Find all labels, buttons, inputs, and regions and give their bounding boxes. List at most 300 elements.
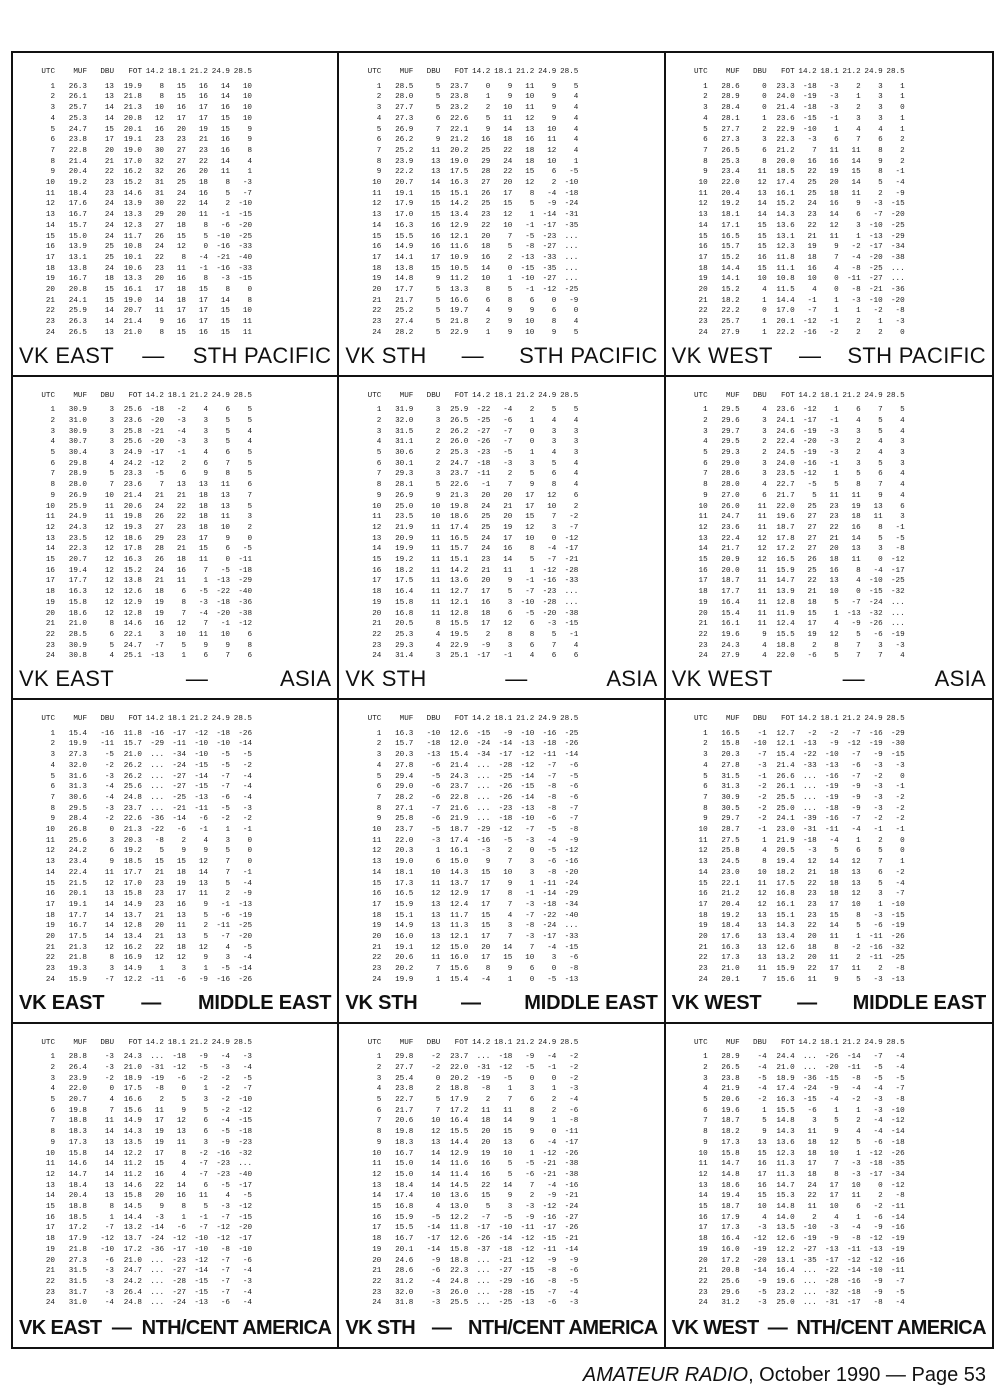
table-cell: 3 [762,136,767,145]
table-cell: -4 [873,1128,883,1137]
table-row [359,1095,578,1106]
table-cell: -16 [564,858,579,867]
table-cell: -7 [198,1224,208,1233]
table-cell: 20.2 [450,1074,469,1083]
table-cell: 21.8 [68,1245,87,1254]
table-cell: 2 [203,922,208,931]
table-cell: ... [802,772,817,781]
table-cell: 5 [485,114,491,123]
table-cell: -12 [542,286,557,295]
table-cell: 0 [203,243,208,252]
table-cell: -21 [564,1235,579,1244]
table-cell: 3 [376,104,382,113]
table-cell: 3 [50,104,55,113]
column-header: 24.9 [538,715,557,723]
table-cell: 14 [104,933,114,942]
table-cell: 3 [856,221,861,230]
table-cell: -12 [846,1256,861,1265]
table-cell: 14 [829,211,839,220]
table-row [686,879,905,890]
table-cell: 6 [203,459,208,468]
table-cell: 15.8 [68,1149,87,1158]
table-cell: -14 [238,965,252,974]
prediction-table-wrap [359,714,649,986]
table-cell: -12 [216,1235,230,1244]
table-cell: -19 [802,93,817,102]
table-cell: -3 [829,438,839,447]
table-cell: 19.9 [395,545,414,554]
table-cell: 19 [154,1138,164,1147]
table-cell: 12 [698,200,708,209]
table-cell: -2 [242,815,252,824]
table-cell: 23.7 [123,804,142,813]
table-cell: 23.8 [721,1074,740,1083]
table-cell: 26.1 [776,783,795,792]
table-cell: 19 [45,1245,55,1254]
table-cell: ... [564,922,579,931]
table-cell: 6 [203,1128,208,1137]
table-cell: 21.8 [450,318,469,327]
table-cell: 5 [762,1117,767,1126]
table-cell: 15 [154,858,164,867]
table-cell: -25 [238,232,252,241]
table-cell: -20 [542,609,557,618]
table-cell: -10 [100,1245,114,1254]
table-cell: 11 [431,566,441,575]
table-cell: -5 [569,168,579,177]
table-cell: -24 [150,1235,164,1244]
table-cell: 6 [529,1096,535,1105]
table-cell: 18.7 [721,577,740,586]
table-row [359,103,578,114]
table-row [686,512,905,523]
table-cell: 13.8 [68,264,87,273]
table-cell: 8 [159,93,164,102]
table-cell: 3 [878,82,883,91]
table-cell: 4 [203,449,208,458]
table-cell: 5 [225,416,230,425]
table-row [686,459,905,470]
table-cell: 12.2 [123,1149,142,1158]
table-row [686,619,905,630]
table-cell: 21.4 [776,761,795,770]
table-cell: 16 [372,566,382,575]
table-row [359,975,578,986]
table-row [33,1202,252,1213]
table-cell: -1 [525,890,535,899]
table-cell: 8 [878,146,883,155]
table-cell: 14.6 [123,1181,142,1190]
table-cell: ... [802,1277,817,1286]
prediction-table [33,391,252,663]
table-cell: 23 [154,264,164,273]
table-cell: 11 [104,513,114,522]
table-cell: 12 [104,566,114,575]
table-row [359,609,578,620]
table-cell: 27.7 [395,104,414,113]
table-cell: 13.1 [776,1256,795,1265]
table-row [33,135,252,146]
table-cell: 9 [109,858,114,867]
table-cell: 19 [851,502,861,511]
table-cell: 5 [703,772,708,781]
table-cell: -6 [873,922,883,931]
table-cell: -2 [829,729,839,738]
table-cell: 6 [529,296,535,305]
table-cell: -5 [431,826,441,835]
table-cell: 21 [807,588,817,597]
table-cell: 0 [551,965,557,974]
table-cell: 17.0 [123,157,142,166]
table-cell: 10 [242,82,252,91]
table-cell: -19 [752,1245,767,1254]
table-cell: 16.0 [450,954,469,963]
column-header: DBU [100,68,114,76]
table-row [359,232,578,243]
table-cell: 4 [109,1096,114,1105]
table-cell: 12 [851,890,861,899]
table-cell: 14 [503,556,513,565]
table-cell: 3 [203,416,208,425]
table-cell: 0 [878,556,883,565]
table-cell: 15 [176,82,186,91]
table-cell: 5 [435,296,441,305]
table-cell: -15 [238,1117,252,1126]
table-cell: -31 [476,1063,491,1072]
table-row [359,306,578,317]
table-cell: 27 [154,523,164,532]
table-cell: 20.3 [395,751,414,760]
table-row [33,857,252,868]
table-cell: 3 [507,641,513,650]
title-dash: — [798,342,822,368]
table-cell: 24.1 [68,296,87,305]
table-cell: 11 [851,556,861,565]
table-cell: 25.7 [68,104,87,113]
table-cell: 14.3 [123,1128,142,1137]
table-cell: 18.2 [395,566,414,575]
table-cell: 17 [829,900,839,909]
table-cell: 16 [176,900,186,909]
table-cell: 23 [481,211,491,220]
table-cell: 29 [481,157,491,166]
table-cell: -12 [150,459,164,468]
table-header-row [686,714,905,729]
table-cell: 12 [525,179,535,188]
prediction-table-wrap [359,67,649,339]
table-cell: 22.1 [123,630,142,639]
table-cell: 5 [507,243,513,252]
table-cell: 11 [242,318,252,327]
table-cell: -19 [890,922,905,931]
table-cell: -4 [503,406,513,415]
table-cell: 8 [703,1128,708,1137]
table-cell: 9 [376,1138,382,1147]
table-cell: -3 [873,911,883,920]
table-cell: 1 [856,1213,861,1222]
table-cell: 8 [159,328,164,337]
table-cell: 15 [220,307,230,316]
table-cell: 16 [372,890,382,899]
table-cell: -9 [873,751,883,760]
table-cell: 18 [45,1235,55,1244]
table-cell: -4 [851,1224,861,1233]
table-cell: 29.7 [721,427,740,436]
table-cell: -5 [895,1074,905,1083]
table-cell: 4 [856,577,861,586]
table-cell: -1 [220,900,230,909]
table-cell: 2 [435,459,441,468]
table-cell: 14 [372,868,382,877]
table-cell: 3 [225,954,230,963]
table-cell: 1 [856,307,861,316]
table-cell: 4 [50,114,55,123]
table-cell: -3 [547,620,557,629]
table-cell: 9 [834,975,839,984]
table-cell: 18.7 [776,523,795,532]
table-cell: 20 [45,933,55,942]
table-cell: 20 [807,954,817,963]
table-row [359,480,578,491]
table-cell: 20 [372,933,382,942]
table-cell: 19 [698,598,708,607]
table-cell: -3 [895,641,905,650]
table-cell: -5 [547,826,557,835]
table-cell: -19 [890,1235,905,1244]
table-cell: 2 [900,157,905,166]
table-row [686,317,905,328]
table-cell: ... [150,1256,164,1265]
column-header: MUF [725,68,740,76]
table-cell: 8 [529,1106,535,1115]
table-cell: 19.0 [123,146,142,155]
table-cell: 26 [154,513,164,522]
table-cell: 13 [851,545,861,554]
table-cell: 27.9 [721,652,740,661]
table-cell: -7 [104,1224,114,1233]
table-cell: 21.3 [450,491,469,500]
table-cell: 24 [698,328,708,337]
table-cell: 2 [50,1063,55,1072]
table-cell: 9 [181,847,186,856]
table-cell: 15 [176,328,186,337]
table-cell: 28.6 [395,1267,414,1276]
table-cell: -1 [242,826,252,835]
table-cell: -10 [824,751,839,760]
table-cell: 25 [481,523,491,532]
table-cell: 22.1 [721,879,740,888]
table-cell: 5 [203,1203,208,1212]
table-cell: 11 [45,513,55,522]
table-cell: 10 [698,1149,708,1158]
table-cell: 9 [247,136,252,145]
table-row [33,609,252,620]
table-cell: -16 [802,328,817,337]
table-cell: 26.0 [721,502,740,511]
table-row [33,911,252,922]
table-cell: -15 [238,211,252,220]
table-cell: 25.2 [395,146,414,155]
table-cell: 4 [435,630,441,639]
table-cell: 15 [481,1192,491,1201]
table-cell: -3 [220,275,230,284]
table-cell: 29 [154,211,164,220]
table-cell: -2 [873,1203,883,1212]
table-cell: 0 [551,534,557,543]
table-cell: 16 [481,253,491,262]
table-cell: 21.0 [123,1063,142,1072]
table-row [686,641,905,652]
table-cell: 14 [431,1170,441,1179]
table-cell: -20 [752,1256,767,1265]
table-cell: -4 [242,1267,252,1276]
table-cell: 1 [878,900,883,909]
table-cell: 10 [242,114,252,123]
table-cell: -8 [851,286,861,295]
table-cell: 1 [435,975,441,984]
prediction-table-wrap [686,67,978,339]
table-cell: 8 [507,630,513,639]
table-cell: 17.0 [776,307,795,316]
table-row [33,405,252,416]
table-cell: 1 [225,826,230,835]
table-cell: -25 [498,1299,513,1308]
table-cell: 5 [900,406,905,415]
table-cell: 4 [376,438,382,447]
table-cell: -9 [481,641,491,650]
table-cell: 18.4 [395,1181,414,1190]
table-cell: 12 [757,545,767,554]
table-cell: -29 [150,740,164,749]
table-cell: 24 [104,221,114,230]
table-cell: -28 [498,1288,513,1297]
table-cell: 14 [154,296,164,305]
table-cell: -35 [802,1256,817,1265]
table-cell: 27.1 [395,804,414,813]
table-cell: 21.7 [395,1106,414,1115]
table-cell: 11 [431,534,441,543]
table-cell: -8 [481,1085,491,1094]
table-row [686,1106,905,1117]
table-cell: -12 [194,1256,208,1265]
table-cell: 26.5 [721,1063,740,1072]
table-cell: 8 [856,911,861,920]
table-cell: 21 [698,296,708,305]
table-cell: 5 [856,975,861,984]
table-cell: 17.9 [395,200,414,209]
table-cell: 20 [45,609,55,618]
table-cell: 5 [703,1096,708,1105]
table-cell: -3 [829,427,839,436]
table-cell: ... [564,264,579,273]
title-region: NTH/CENT AMERICA [141,1317,332,1339]
table-cell: 25.8 [721,847,740,856]
title-region: ASIA [606,666,658,691]
table-cell: -6 [569,1106,579,1115]
column-header: MUF [725,1038,740,1047]
column-header: UTC [367,68,382,76]
table-cell: -4 [242,772,252,781]
table-cell: 2 [507,847,513,856]
table-cell: 0 [834,275,839,284]
table-cell: 6 [247,481,252,490]
table-cell: 12 [104,588,114,597]
table-cell: 6 [529,965,535,974]
table-cell: 26.5 [68,328,87,337]
table-cell: 10 [503,104,513,113]
table-cell: 11 [851,146,861,155]
table-row [359,199,578,210]
table-cell: 15.8 [123,1192,142,1201]
table-cell: -5 [220,1128,230,1137]
table-cell: 15 [176,93,186,102]
table-cell: 3 [435,470,441,479]
table-cell: 25.0 [776,804,795,813]
column-header: UTC [41,68,55,76]
table-cell: 13.6 [776,1138,795,1147]
table-cell: 16 [45,1213,55,1222]
table-cell: 20.1 [395,1245,414,1254]
table-cell: 18 [176,868,186,877]
table-cell: 13 [104,82,114,91]
table-cell: 18 [829,890,839,899]
table-cell: 15 [503,200,513,209]
table-cell: ... [150,1288,164,1297]
table-cell: 31.0 [68,1299,87,1308]
table-row [33,1116,252,1127]
table-cell: 3 [529,858,535,867]
table-cell: -6 [220,1299,230,1308]
table-cell: 2 [507,470,513,479]
table-row [686,103,905,114]
table-cell: -17 [564,545,579,554]
table-cell: 11 [242,328,252,337]
table-row [686,146,905,157]
table-cell: -21 [564,556,579,565]
table-cell: 21.9 [721,1085,740,1094]
table-cell: -31 [150,1063,164,1072]
table-cell: -10 [194,1235,208,1244]
table-cell: -8 [547,783,557,792]
table-cell: 7 [50,1117,55,1126]
table-cell: 20 [829,179,839,188]
table-cell: 14.4 [721,264,740,273]
table-cell: 18.6 [123,534,142,543]
table-cell: 15.7 [450,545,469,554]
table-cell: -3 [525,1203,535,1212]
table-cell: -10 [238,200,252,209]
table-cell: 22.6 [123,815,142,824]
table-cell: 23.7 [450,82,469,91]
table-row [359,92,578,103]
table-cell: 11 [829,954,839,963]
table-cell: 16.4 [776,1267,795,1276]
table-row [359,1223,578,1234]
table-cell: 22 [372,1277,382,1286]
table-cell: -2 [242,761,252,770]
table-cell: -9 [829,1085,839,1094]
table-cell: 15.5 [776,1106,795,1115]
table-cell: -36 [238,598,252,607]
table-cell: 12 [104,879,114,888]
table-cell: 13.1 [776,232,795,241]
table-cell: -27 [172,1288,186,1297]
table-cell: 11 [431,146,441,155]
table-cell: -4 [547,1053,557,1062]
table-cell: -16 [216,1149,230,1158]
table-cell: 14.7 [68,1170,87,1179]
table-cell: -14 [150,1224,164,1233]
